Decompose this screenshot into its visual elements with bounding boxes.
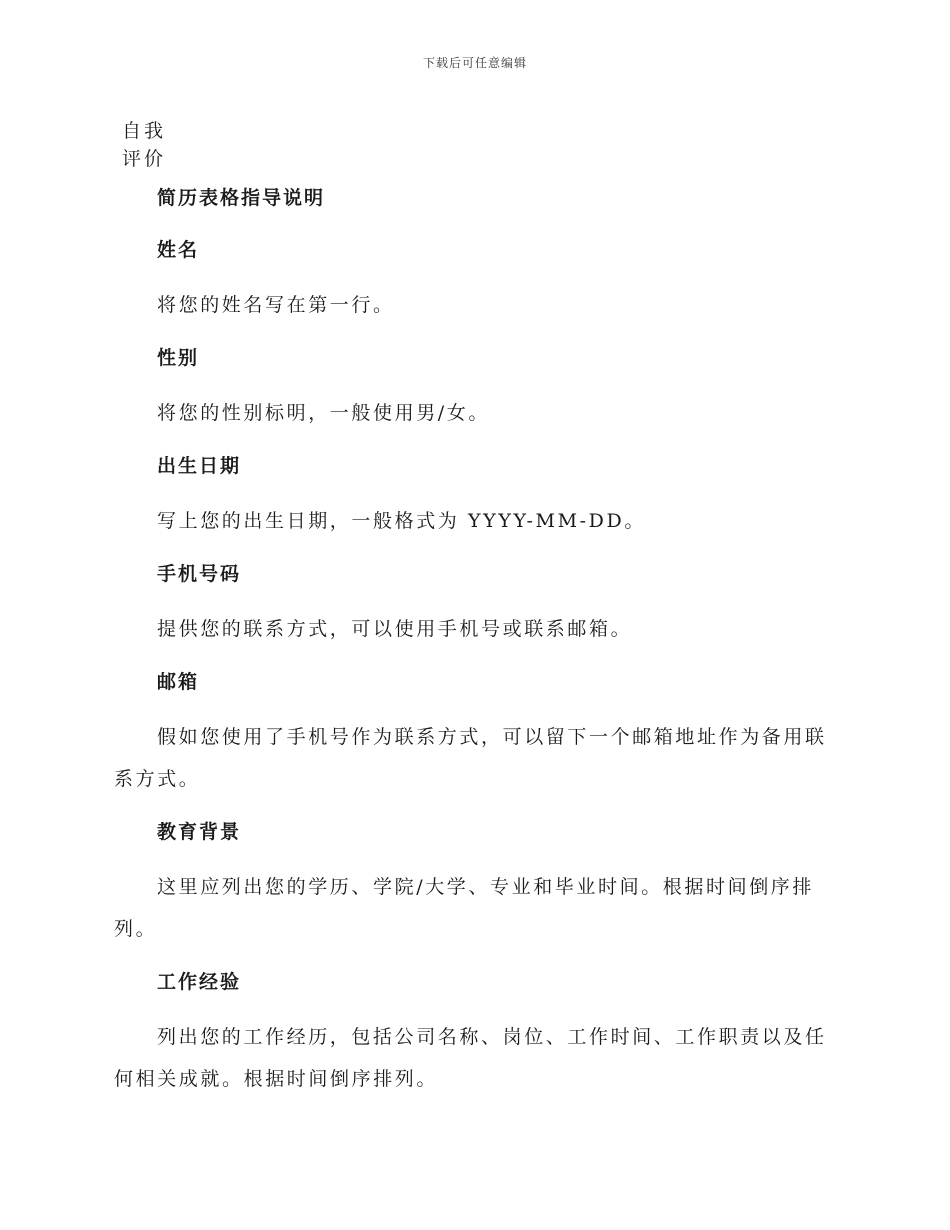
- section-heading-work-experience: 工作经验: [157, 971, 242, 993]
- section-heading-education: 教育背景: [157, 821, 242, 843]
- document-title: 简历表格指导说明: [157, 187, 326, 209]
- section-heading-name: 姓名: [157, 239, 200, 261]
- document-content: [114, 180, 834, 1114]
- section-heading-birthdate: 出生日期: [157, 455, 242, 477]
- section-heading-phone: 手机号码: [157, 563, 242, 585]
- side-label: [122, 117, 170, 173]
- section-body-gender: 将您的性别标明，一般使用男/女。: [157, 402, 491, 424]
- side-label-line-2: 评价: [122, 148, 167, 170]
- section-heading-gender: 性别: [157, 347, 200, 369]
- section-body-name: 将您的姓名写在第一行。: [157, 294, 395, 316]
- section-body-education: 这里应列出您的学历、学院/大学、专业和毕业时间。根据时间倒序排列。: [114, 876, 815, 940]
- section-body-email: 假如您使用了手机号作为联系方式，可以留下一个邮箱地址作为备用联系方式。: [114, 726, 827, 790]
- page-header-note: 下载后可任意编辑: [422, 56, 527, 70]
- section-heading-email: 邮箱: [157, 671, 200, 693]
- section-body-birthdate: 写上您的出生日期，一般格式为 YYYY-MM-DD。: [157, 510, 646, 532]
- side-label-line-1: 自我: [122, 120, 167, 142]
- section-body-phone: 提供您的联系方式，可以使用手机号或联系邮箱。: [157, 618, 633, 640]
- section-body-work-experience: 列出您的工作经历，包括公司名称、岗位、工作时间、工作职责以及任何相关成就。根据时间倒序排列。: [114, 1026, 827, 1090]
